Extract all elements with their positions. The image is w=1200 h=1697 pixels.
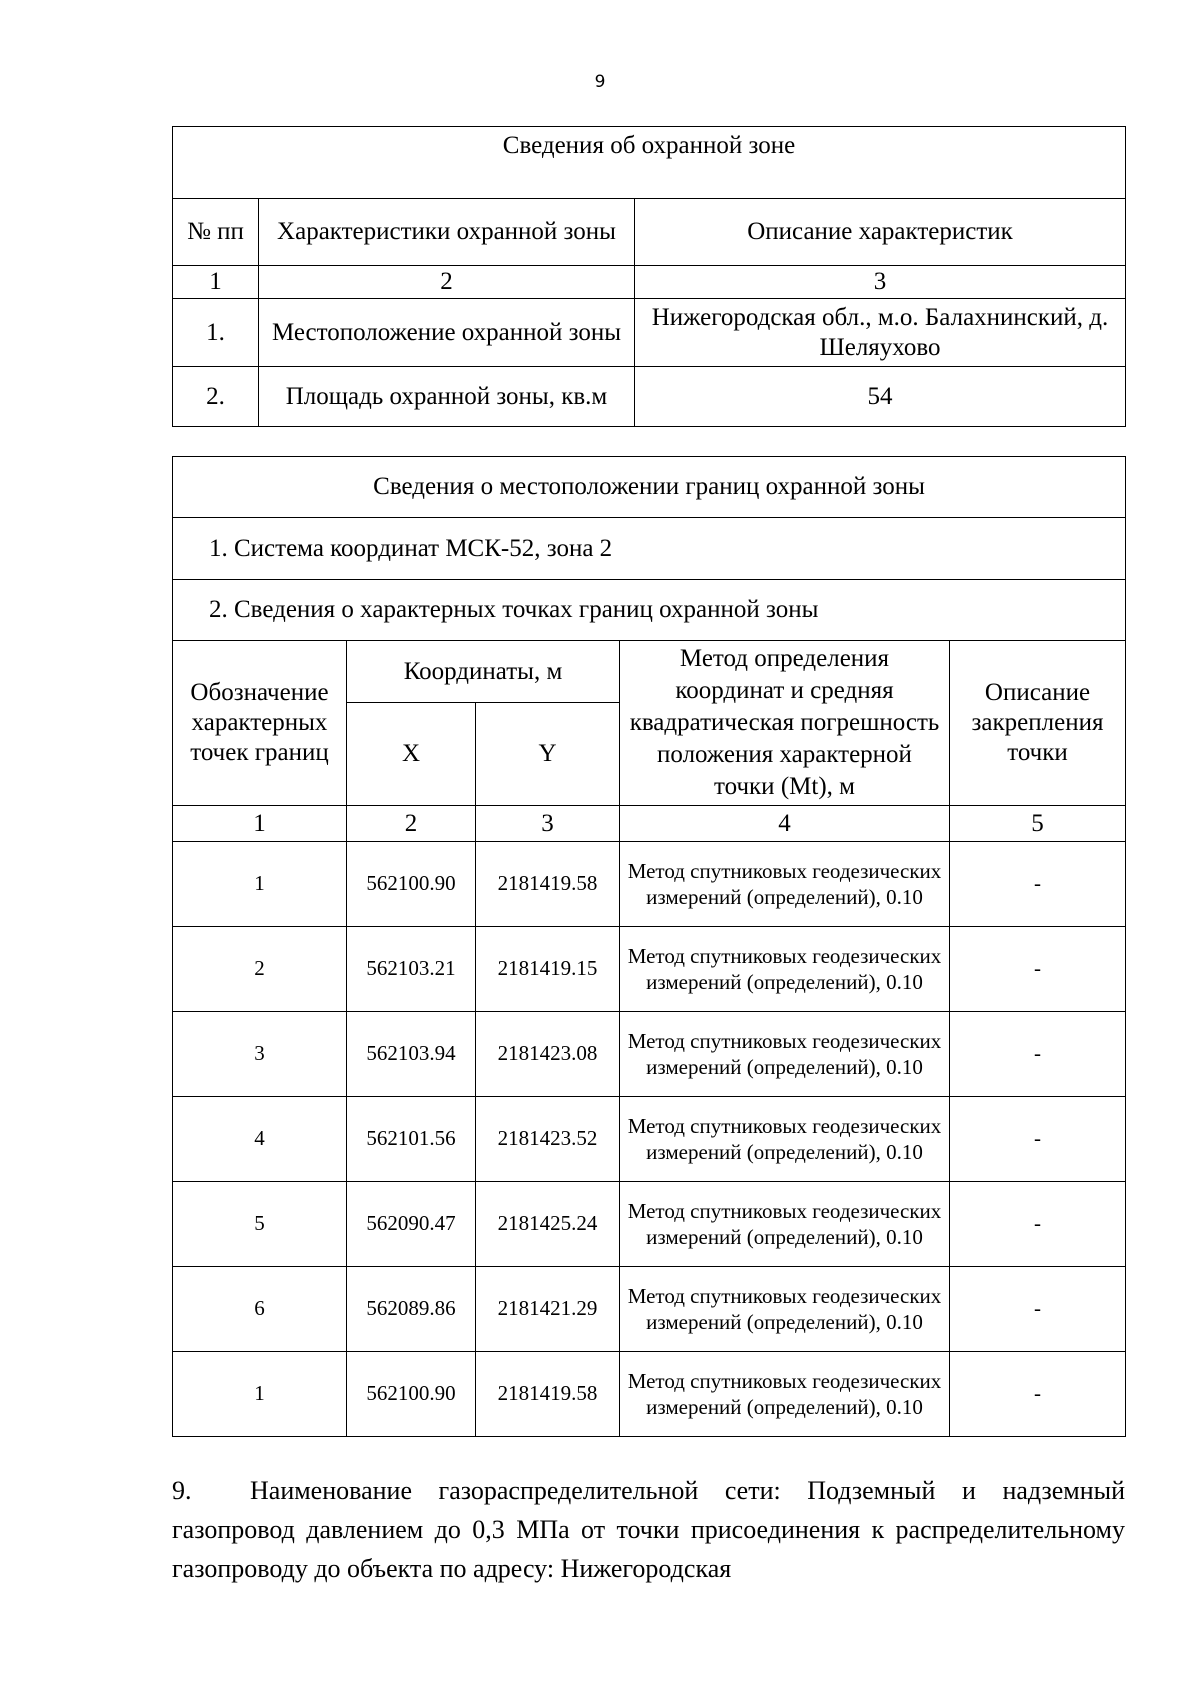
row-value: Нижегородская обл., м.о. Балахнинский, д. Шеляухово [635,299,1126,367]
point-number: 4 [173,1097,347,1182]
method: Метод спутниковых геодезических измерений (определений), 0.10 [620,842,950,927]
coord-x: 562101.56 [347,1097,476,1182]
row-value: 54 [635,367,1126,427]
column-number: 5 [950,806,1126,842]
point-number: 1 [173,842,347,927]
coord-x: 562100.90 [347,1352,476,1437]
coord-y: 2181425.24 [476,1182,620,1267]
method: Метод спутниковых геодезических измерений (определений), 0.10 [620,1097,950,1182]
point-number: 6 [173,1267,347,1352]
coord-x: 562090.47 [347,1182,476,1267]
zone-table-title: Сведения об охранной зоне [173,127,1126,199]
paragraph-number: 9. [172,1476,192,1505]
coordinate-system: 1. Система координат МСК-52, зона 2 [173,518,1126,580]
row-number: 1. [173,299,259,367]
coord-x: 562103.21 [347,927,476,1012]
point-description: - [950,1352,1126,1437]
page-number: 9 [594,72,606,92]
point-description: - [950,842,1126,927]
row-characteristic: Площадь охранной зоны, кв.м [259,367,635,427]
column-number: 1 [173,806,347,842]
points-heading: 2. Сведения о характерных точках границ охранной зоны [173,580,1126,641]
row-characteristic: Местоположение охранной зоны [259,299,635,367]
coord-y: 2181419.58 [476,1352,620,1437]
coord-x: 562103.94 [347,1012,476,1097]
column-number: 3 [635,266,1126,299]
column-number: 3 [476,806,620,842]
column-number: 1 [173,266,259,299]
method: Метод спутниковых геодезических измерений (определений), 0.10 [620,1182,950,1267]
coord-y: 2181423.52 [476,1097,620,1182]
header-designation: Обозначение характерных точек границ [173,641,347,806]
table-row [173,1352,1126,1437]
point-number: 2 [173,927,347,1012]
coord-y: 2181419.58 [476,842,620,927]
table-row [173,299,1126,367]
point-description: - [950,1012,1126,1097]
header-method: Метод определения координат и средняя квадратическая погрешность положения характерной точки (Mt), м [620,641,950,806]
header-number: № пп [173,199,259,266]
header-x: X [347,703,476,806]
coord-y: 2181421.29 [476,1267,620,1352]
header-description: Описание характеристик [635,199,1126,266]
table-row [173,1182,1126,1267]
method: Метод спутниковых геодезических измерений (определений), 0.10 [620,1012,950,1097]
point-description: - [950,1267,1126,1352]
paragraph-text: Наименование газораспределительной сети: Подземный и надземный газопровод давлением до 0,3 МПа от точки присоединения к распределительному газопроводу до объекта по адресу: Нижегородская [172,1476,1125,1583]
protection-zone-table [172,126,1126,427]
point-description: - [950,1097,1126,1182]
column-number: 2 [259,266,635,299]
column-number: 2 [347,806,476,842]
table-row [173,1012,1126,1097]
table-row [173,1097,1126,1182]
point-number: 3 [173,1012,347,1097]
bounds-table-title: Сведения о местоположении границ охранной зоны [173,457,1126,518]
method: Метод спутниковых геодезических измерений (определений), 0.10 [620,927,950,1012]
body-paragraph [172,1471,1125,1588]
boundary-points-table [172,456,1126,1437]
method: Метод спутниковых геодезических измерений (определений), 0.10 [620,1267,950,1352]
row-number: 2. [173,367,259,427]
header-y: Y [476,703,620,806]
header-characteristics: Характеристики охранной зоны [259,199,635,266]
coord-x: 562089.86 [347,1267,476,1352]
header-coordinates: Координаты, м [347,641,620,703]
table-row [173,367,1126,427]
point-number: 1 [173,1352,347,1437]
table-row [173,927,1126,1012]
table-row [173,1267,1126,1352]
point-number: 5 [173,1182,347,1267]
method: Метод спутниковых геодезических измерений (определений), 0.10 [620,1352,950,1437]
coord-y: 2181423.08 [476,1012,620,1097]
header-point-description: Описание закрепления точки [950,641,1126,806]
point-description: - [950,1182,1126,1267]
coord-x: 562100.90 [347,842,476,927]
point-description: - [950,927,1126,1012]
column-number: 4 [620,806,950,842]
table-row [173,842,1126,927]
coord-y: 2181419.15 [476,927,620,1012]
